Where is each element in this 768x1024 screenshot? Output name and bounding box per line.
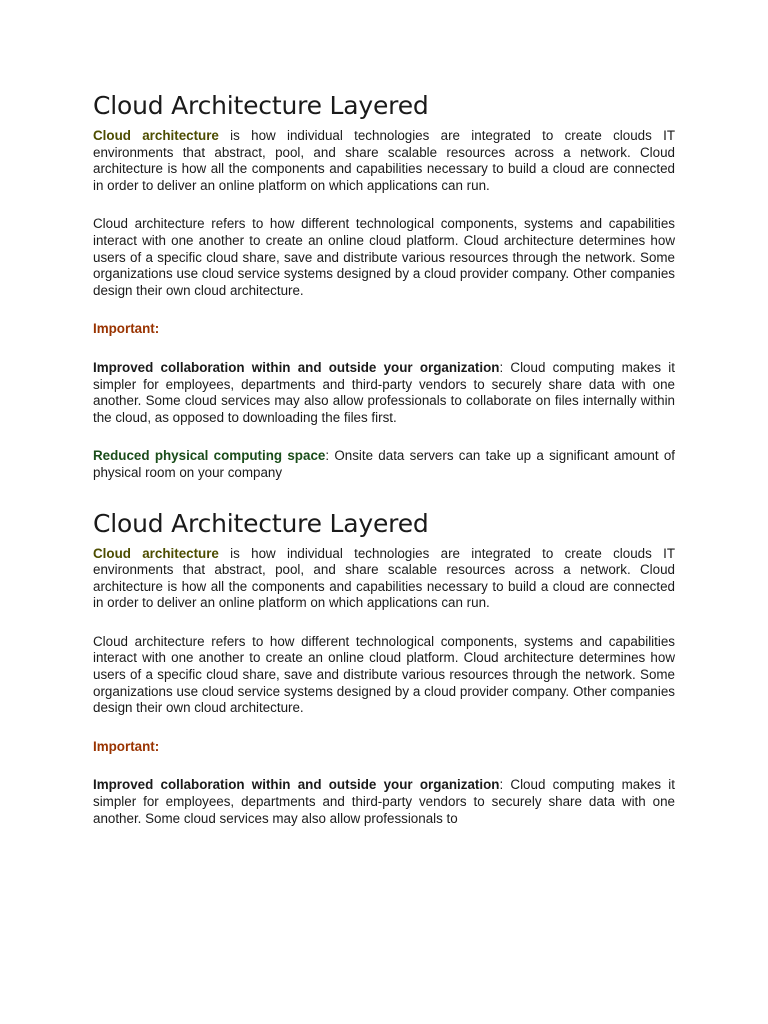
- section-2: [93, 502, 675, 828]
- section-1: [93, 84, 675, 482]
- benefit-text: : Cloud computing makes it simpler for employees, departments and third-party vendors to securely share data with one another. Some cloud services may also allow professionals to collaborate on files internally within the cloud, as opposed to downloading the files first.: [93, 359, 676, 425]
- intro-paragraph: [93, 128, 675, 194]
- intro-text: is how individual technologies are integrated to create clouds IT environments that abstract, pool, and share scalable resources across a network. Cloud architecture is how all the components and capabilities necessary to build a cloud are connected in order to deliver an online platform on which applications can run.: [93, 545, 675, 611]
- intro-paragraph: [93, 546, 675, 612]
- definition-paragraph: Cloud architecture refers to how different technological components, systems and capabilities interact with one another to create an online cloud platform. Cloud architecture determines how users of a specific cloud share, save and distribute various resources through the network. Some organizations use cloud service systems designed by a cloud provider company. Other companies design their own cloud architecture.: [93, 216, 675, 298]
- important-heading: Important:: [93, 738, 160, 754]
- benefit-text: : Onsite data servers can take up a significant amount of physical room on your company: [93, 448, 675, 480]
- document-page: [93, 84, 675, 827]
- important-heading: Important:: [93, 321, 160, 337]
- benefit-collaboration: [93, 360, 675, 426]
- benefit-space: [93, 448, 675, 481]
- benefit-collaboration: [93, 777, 675, 827]
- definition-paragraph: Cloud architecture refers to how different technological components, systems and capabilities interact with one another to create an online cloud platform. Cloud architecture determines how users of a specific cloud share, save and distribute various resources through the network. Some organizations use cloud service systems designed by a cloud provider company. Other companies design their own cloud architecture.: [93, 633, 675, 716]
- lead-term: Cloud architecture: [93, 545, 219, 561]
- benefit-term: Improved collaboration within and outside your organization: [93, 359, 500, 375]
- benefit-term: Reduced physical computing space: [93, 448, 326, 464]
- benefit-term: Improved collaboration within and outside your organization: [93, 777, 500, 793]
- section-title: Cloud Architecture Layered: [93, 508, 429, 538]
- intro-text: is how individual technologies are integrated to create clouds IT environments that abstract, pool, and share scalable resources across a network. Cloud architecture is how all the components and capabilities necessary to build a cloud are connected in order to deliver an online platform on which applications can run.: [93, 128, 675, 193]
- lead-term: Cloud architecture: [93, 128, 219, 143]
- benefit-text: : Cloud computing makes it simpler for employees, departments and third-party vendors to securely share data with one another. Some cloud services may also allow professionals to: [93, 777, 676, 826]
- section-title: Cloud Architecture Layered: [93, 91, 429, 120]
